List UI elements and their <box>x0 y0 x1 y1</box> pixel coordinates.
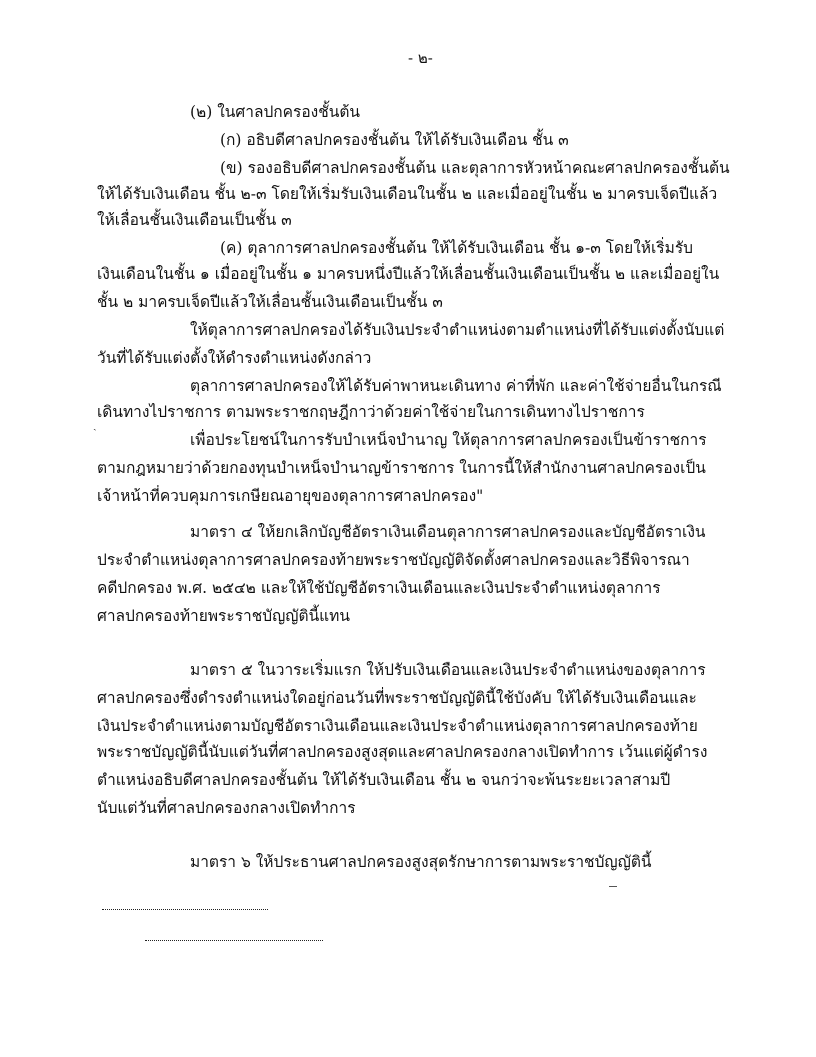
margin-dash <box>609 886 617 887</box>
text-line: ตุลาการศาลปกครองให้ได้รับค่าพาหนะเดินทาง ค่าที่พัก และค่าใช้จ่ายอื่นในกรณี <box>190 377 722 395</box>
text-line: (ค) ตุลาการศาลปกครองชั้นต้น ให้ได้รับเงินเดือน ชั้น ๑-๓ โดยให้เริ่มรับ <box>220 239 693 257</box>
text-line: ชั้น ๒ มาครบเจ็ดปีแล้วให้เลื่อนชั้นเงินเดือนเป็นชั้น ๓ <box>97 293 443 311</box>
section-4-heading-line: มาตรา ๔ ให้ยกเลิกบัญชีอัตราเงินเดือนตุลาการศาลปกครองและบัญชีอัตราเงิน <box>190 523 706 541</box>
text-line: นับแต่วันที่ศาลปกครองกลางเปิดทำการ <box>97 799 356 817</box>
section-5-heading-line: มาตรา ๕ ในวาระเริ่มแรก ให้ปรับเงินเดือนและเงินประจำตำแหน่งของตุลาการ <box>190 661 706 679</box>
margin-mark: ˎ <box>93 418 97 431</box>
text-line: เพื่อประโยชน์ในการรับบำเหน็จบำนาญ ให้ตุลาการศาลปกครองเป็นข้าราชการ <box>190 431 707 449</box>
text-line: ศาลปกครองซึ่งดำรงตำแหน่งใดอยู่ก่อนวันที่พระราชบัญญัตินี้ใช้บังคับ ให้ได้รับเงินเดือนและ <box>97 689 697 707</box>
text-line: ให้ได้รับเงินเดือน ชั้น ๒-๓ โดยให้เริ่มรับเงินเดือนในชั้น ๒ และเมื่ออยู่ในชั้น ๒ มาครบเจ็ดปีแล้ว <box>97 185 718 203</box>
page-number: - ๒- <box>408 49 433 67</box>
text-line: (ก) อธิบดีศาลปกครองชั้นต้น ให้ได้รับเงินเดือน ชั้น ๓ <box>220 131 569 149</box>
text-line: ตามกฎหมายว่าด้วยกองทุนบำเหน็จบำนาญข้าราชการ ในการนี้ให้สำนักงานศาลปกครองเป็น <box>97 459 706 477</box>
section-6-heading-line: มาตรา ๖ ให้ประธานศาลปกครองสูงสุดรักษาการตามพระราชบัญญัตินี้ <box>190 853 652 871</box>
text-line: วันที่ได้รับแต่งตั้งให้ดำรงตำแหน่งดังกล่าว <box>97 349 372 367</box>
text-line: (๒) ในศาลปกครองชั้นต้น <box>190 103 361 121</box>
text-line: คดีปกครอง พ.ศ. ๒๕๔๒ และให้ใช้บัญชีอัตราเงินเดือนและเงินประจำตำแหน่งตุลาการ <box>97 579 661 597</box>
text-line: เจ้าหน้าที่ควบคุมการเกษียณอายุของตุลาการศาลปกครอง" <box>97 487 484 505</box>
signature-line <box>145 940 323 941</box>
text-line: ประจำตำแหน่งตุลาการศาลปกครองท้ายพระราชบัญญัติจัดตั้งศาลปกครองและวิธีพิจารณา <box>97 551 690 569</box>
text-line: เดินทางไปราชการ ตามพระราชกฤษฎีกาว่าด้วยค่าใช้จ่ายในการเดินทางไปราชการ <box>97 403 645 421</box>
text-line: ให้เลื่อนชั้นเงินเดือนเป็นชั้น ๓ <box>97 211 292 229</box>
text-line: ศาลปกครองท้ายพระราชบัญญัตินี้แทน <box>97 607 350 625</box>
text-line: ตำแหน่งอธิบดีศาลปกครองชั้นต้น ให้ได้รับเงินเดือน ชั้น ๒ จนกว่าจะพ้นระยะเวลาสามปี <box>97 771 671 789</box>
text-line: เงินประจำตำแหน่งตามบัญชีอัตราเงินเดือนและเงินประจำตำแหน่งตุลาการศาลปกครองท้าย <box>97 717 698 735</box>
text-line: พระราชบัญญัตินี้นับแต่วันที่ศาลปกครองสูงสุดและศาลปกครองกลางเปิดทำการ เว้นแต่ผู้ดำรง <box>97 743 708 761</box>
text-line: เงินเดือนในชั้น ๑ เมื่ออยู่ในชั้น ๑ มาครบหนึ่งปีแล้วให้เลื่อนชั้นเงินเดือนเป็นชั้น ๒ และเมื่ออยู่ใน <box>97 265 720 283</box>
text-line: ให้ตุลาการศาลปกครองได้รับเงินประจำตำแหน่งตามตำแหน่งที่ได้รับแต่งตั้งนับแต่ <box>190 321 725 339</box>
text-line: (ข) รองอธิบดีศาลปกครองชั้นต้น และตุลาการหัวหน้าคณะศาลปกครองชั้นต้น <box>220 159 730 177</box>
signature-line <box>102 909 268 910</box>
